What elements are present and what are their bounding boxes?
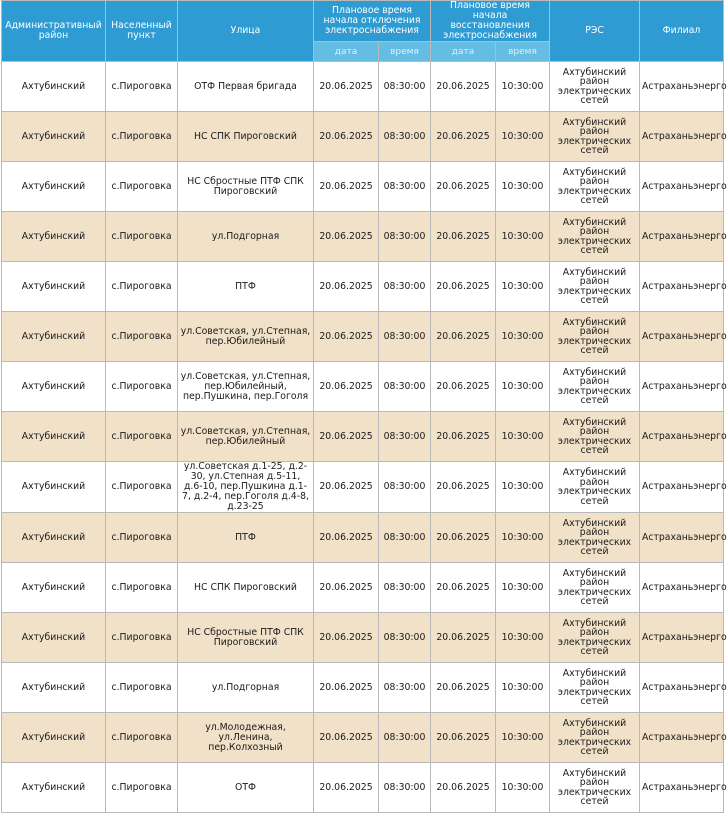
cell-on-date: 20.06.2025 xyxy=(431,663,496,713)
cell-on-date: 20.06.2025 xyxy=(431,362,496,412)
cell-branch: Астраханьэнерго xyxy=(640,112,724,162)
cell-off-time: 08:30:00 xyxy=(379,462,431,513)
cell-on-date: 20.06.2025 xyxy=(431,763,496,813)
cell-off-time: 08:30:00 xyxy=(379,162,431,212)
cell-branch: Астраханьэнерго xyxy=(640,312,724,362)
cell-locality: с.Пироговка xyxy=(106,362,178,412)
cell-locality: с.Пироговка xyxy=(106,663,178,713)
cell-street: ул.Советская, ул.Степная, пер.Юбилейный xyxy=(178,412,314,462)
cell-on-date: 20.06.2025 xyxy=(431,713,496,763)
cell-off-date: 20.06.2025 xyxy=(314,112,379,162)
cell-branch: Астраханьэнерго xyxy=(640,763,724,813)
cell-locality: с.Пироговка xyxy=(106,563,178,613)
cell-on-date: 20.06.2025 xyxy=(431,312,496,362)
cell-locality: с.Пироговка xyxy=(106,713,178,763)
cell-street: ПТФ xyxy=(178,262,314,312)
cell-street: ул.Подгорная xyxy=(178,212,314,262)
cell-district: Ахтубинский xyxy=(2,62,106,112)
cell-on-time: 10:30:00 xyxy=(496,162,550,212)
cell-branch: Астраханьэнерго xyxy=(640,212,724,262)
outage-table xyxy=(1,0,727,813)
cell-on-date: 20.06.2025 xyxy=(431,563,496,613)
cell-off-time: 08:30:00 xyxy=(379,412,431,462)
cell-res: Ахтубинский район электрических сетей xyxy=(550,162,640,212)
cell-on-date: 20.06.2025 xyxy=(431,212,496,262)
cell-off-date: 20.06.2025 xyxy=(314,262,379,312)
cell-res: Ахтубинский район электрических сетей xyxy=(550,663,640,713)
cell-off-date: 20.06.2025 xyxy=(314,513,379,563)
cell-on-time: 10:30:00 xyxy=(496,362,550,412)
cell-district: Ахтубинский xyxy=(2,162,106,212)
cell-res: Ахтубинский район электрических сетей xyxy=(550,262,640,312)
table-row xyxy=(2,763,724,813)
cell-on-time: 10:30:00 xyxy=(496,212,550,262)
header-locality: Населенный пункт xyxy=(106,1,178,62)
table-row xyxy=(2,312,724,362)
cell-branch: Астраханьэнерго xyxy=(640,663,724,713)
cell-district: Ахтубинский xyxy=(2,513,106,563)
cell-off-date: 20.06.2025 xyxy=(314,62,379,112)
cell-off-date: 20.06.2025 xyxy=(314,412,379,462)
cell-res: Ахтубинский район электрических сетей xyxy=(550,513,640,563)
cell-locality: с.Пироговка xyxy=(106,162,178,212)
cell-locality: с.Пироговка xyxy=(106,262,178,312)
cell-street: НС СПК Пироговский xyxy=(178,563,314,613)
cell-locality: с.Пироговка xyxy=(106,763,178,813)
cell-district: Ахтубинский xyxy=(2,563,106,613)
cell-off-date: 20.06.2025 xyxy=(314,362,379,412)
table-row xyxy=(2,663,724,713)
cell-district: Ахтубинский xyxy=(2,462,106,513)
table-row xyxy=(2,563,724,613)
header-on-time: Плановое время начала восстановления электроснабжения xyxy=(431,1,550,42)
table-row xyxy=(2,462,724,513)
cell-res: Ахтубинский район электрических сетей xyxy=(550,312,640,362)
cell-branch: Астраханьэнерго xyxy=(640,362,724,412)
cell-on-time: 10:30:00 xyxy=(496,613,550,663)
table-row xyxy=(2,412,724,462)
cell-street: НС СПК Пироговский xyxy=(178,112,314,162)
cell-district: Ахтубинский xyxy=(2,362,106,412)
cell-res: Ахтубинский район электрических сетей xyxy=(550,763,640,813)
cell-branch: Астраханьэнерго xyxy=(640,613,724,663)
cell-off-date: 20.06.2025 xyxy=(314,212,379,262)
header-off-time: Плановое время начала отключения электроснабжения xyxy=(314,1,431,42)
cell-on-date: 20.06.2025 xyxy=(431,62,496,112)
cell-locality: с.Пироговка xyxy=(106,462,178,513)
header-off-clock: время xyxy=(379,42,431,62)
table-row xyxy=(2,212,724,262)
cell-res: Ахтубинский район электрических сетей xyxy=(550,362,640,412)
cell-on-time: 10:30:00 xyxy=(496,663,550,713)
table-header xyxy=(2,1,724,62)
cell-locality: с.Пироговка xyxy=(106,112,178,162)
table-row xyxy=(2,62,724,112)
cell-res: Ахтубинский район электрических сетей xyxy=(550,563,640,613)
cell-off-time: 08:30:00 xyxy=(379,362,431,412)
cell-off-time: 08:30:00 xyxy=(379,613,431,663)
cell-on-time: 10:30:00 xyxy=(496,763,550,813)
cell-on-date: 20.06.2025 xyxy=(431,462,496,513)
cell-off-time: 08:30:00 xyxy=(379,713,431,763)
table-row xyxy=(2,162,724,212)
cell-street: ул.Советская д.1-25, д.2-30, ул.Степная д.5-11, д.6-10, пер.Пушкина д.1-7, д.2-4, пер.Гоголя д.4-8, д.23-25 xyxy=(178,462,314,513)
cell-res: Ахтубинский район электрических сетей xyxy=(550,713,640,763)
table-row xyxy=(2,613,724,663)
cell-district: Ахтубинский xyxy=(2,412,106,462)
cell-off-time: 08:30:00 xyxy=(379,112,431,162)
header-off-date: дата xyxy=(314,42,379,62)
cell-branch: Астраханьэнерго xyxy=(640,412,724,462)
cell-district: Ахтубинский xyxy=(2,713,106,763)
cell-locality: с.Пироговка xyxy=(106,513,178,563)
cell-res: Ахтубинский район электрических сетей xyxy=(550,462,640,513)
cell-street: ул.Советская, ул.Степная, пер.Юбилейный xyxy=(178,312,314,362)
cell-branch: Астраханьэнерго xyxy=(640,62,724,112)
cell-branch: Астраханьэнерго xyxy=(640,563,724,613)
cell-district: Ахтубинский xyxy=(2,763,106,813)
cell-branch: Астраханьэнерго xyxy=(640,262,724,312)
cell-district: Ахтубинский xyxy=(2,312,106,362)
cell-on-date: 20.06.2025 xyxy=(431,162,496,212)
table-row xyxy=(2,262,724,312)
header-on-date: дата xyxy=(431,42,496,62)
cell-street: ул.Молодежная, ул.Ленина, пер.Колхозный xyxy=(178,713,314,763)
cell-res: Ахтубинский район электрических сетей xyxy=(550,112,640,162)
cell-locality: с.Пироговка xyxy=(106,62,178,112)
header-res: РЭС xyxy=(550,1,640,62)
cell-street: ОТФ xyxy=(178,763,314,813)
cell-off-time: 08:30:00 xyxy=(379,62,431,112)
cell-branch: Астраханьэнерго xyxy=(640,713,724,763)
cell-on-time: 10:30:00 xyxy=(496,62,550,112)
cell-on-time: 10:30:00 xyxy=(496,412,550,462)
cell-on-date: 20.06.2025 xyxy=(431,112,496,162)
cell-on-time: 10:30:00 xyxy=(496,312,550,362)
cell-street: НС Сбростные ПТФ СПК Пироговский xyxy=(178,162,314,212)
cell-locality: с.Пироговка xyxy=(106,613,178,663)
table-row xyxy=(2,713,724,763)
cell-locality: с.Пироговка xyxy=(106,412,178,462)
cell-res: Ахтубинский район электрических сетей xyxy=(550,212,640,262)
cell-res: Ахтубинский район электрических сетей xyxy=(550,62,640,112)
cell-street: ул.Подгорная xyxy=(178,663,314,713)
table-row xyxy=(2,112,724,162)
cell-off-date: 20.06.2025 xyxy=(314,462,379,513)
cell-on-time: 10:30:00 xyxy=(496,112,550,162)
cell-street: ПТФ xyxy=(178,513,314,563)
cell-off-date: 20.06.2025 xyxy=(314,613,379,663)
cell-off-date: 20.06.2025 xyxy=(314,312,379,362)
cell-on-time: 10:30:00 xyxy=(496,462,550,513)
cell-branch: Астраханьэнерго xyxy=(640,513,724,563)
cell-on-time: 10:30:00 xyxy=(496,513,550,563)
header-branch: Филиал xyxy=(640,1,724,62)
cell-on-date: 20.06.2025 xyxy=(431,613,496,663)
cell-on-time: 10:30:00 xyxy=(496,262,550,312)
table-row xyxy=(2,362,724,412)
cell-on-time: 10:30:00 xyxy=(496,713,550,763)
cell-on-time: 10:30:00 xyxy=(496,563,550,613)
cell-off-date: 20.06.2025 xyxy=(314,563,379,613)
cell-off-date: 20.06.2025 xyxy=(314,162,379,212)
cell-off-time: 08:30:00 xyxy=(379,312,431,362)
cell-on-date: 20.06.2025 xyxy=(431,412,496,462)
cell-street: ул.Советская, ул.Степная, пер.Юбилейный, пер.Пушкина, пер.Гоголя xyxy=(178,362,314,412)
cell-district: Ахтубинский xyxy=(2,112,106,162)
cell-district: Ахтубинский xyxy=(2,262,106,312)
cell-res: Ахтубинский район электрических сетей xyxy=(550,613,640,663)
cell-off-time: 08:30:00 xyxy=(379,563,431,613)
cell-district: Ахтубинский xyxy=(2,663,106,713)
cell-district: Ахтубинский xyxy=(2,212,106,262)
cell-on-date: 20.06.2025 xyxy=(431,262,496,312)
cell-locality: с.Пироговка xyxy=(106,212,178,262)
header-district: Административный район xyxy=(2,1,106,62)
cell-on-date: 20.06.2025 xyxy=(431,513,496,563)
cell-street: ОТФ Первая бригада xyxy=(178,62,314,112)
cell-branch: Астраханьэнерго xyxy=(640,162,724,212)
cell-street: НС Сбростные ПТФ СПК Пироговский xyxy=(178,613,314,663)
cell-off-time: 08:30:00 xyxy=(379,212,431,262)
table-row xyxy=(2,513,724,563)
cell-off-date: 20.06.2025 xyxy=(314,763,379,813)
cell-res: Ахтубинский район электрических сетей xyxy=(550,412,640,462)
cell-off-time: 08:30:00 xyxy=(379,663,431,713)
cell-off-date: 20.06.2025 xyxy=(314,713,379,763)
cell-locality: с.Пироговка xyxy=(106,312,178,362)
header-on-clock: время xyxy=(496,42,550,62)
cell-off-time: 08:30:00 xyxy=(379,763,431,813)
header-street: Улица xyxy=(178,1,314,62)
cell-off-date: 20.06.2025 xyxy=(314,663,379,713)
cell-off-time: 08:30:00 xyxy=(379,262,431,312)
cell-off-time: 08:30:00 xyxy=(379,513,431,563)
table-body xyxy=(2,62,727,813)
cell-branch: Астраханьэнерго xyxy=(640,462,724,513)
cell-district: Ахтубинский xyxy=(2,613,106,663)
